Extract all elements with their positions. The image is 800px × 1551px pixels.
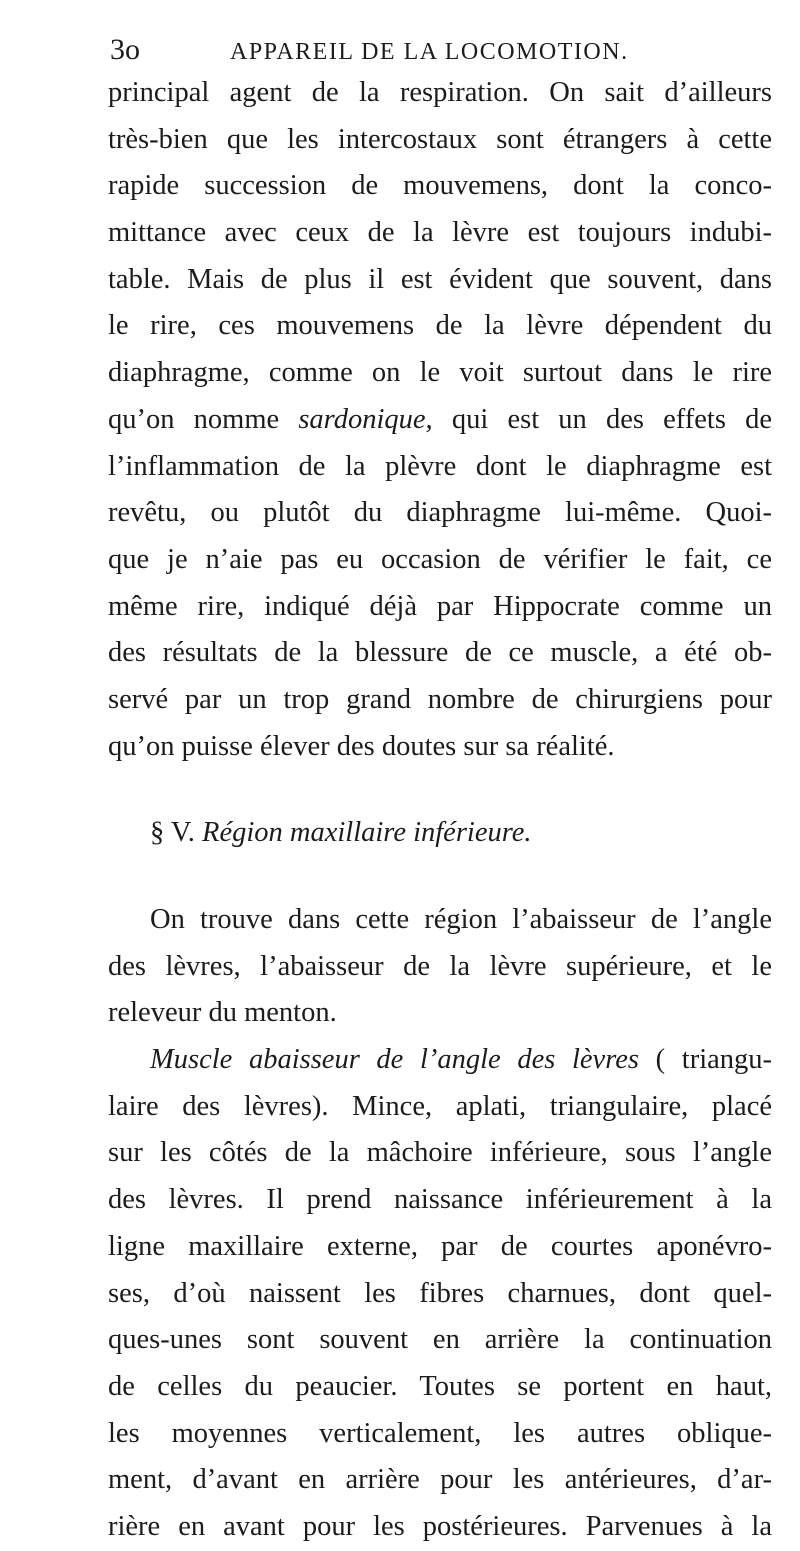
text-line: le rire, ces mouvemens de la lèvre dépendent du (108, 310, 772, 342)
text-line: releveur du menton. (108, 997, 337, 1029)
italic-term: sardonique, (298, 403, 433, 435)
text-line (108, 397, 772, 444)
paragraph-region (108, 897, 772, 1037)
text-line: table. Mais de plus il est évident que souvent, dans (108, 263, 772, 295)
text-line: revêtu, ou plutôt du diaphragme lui-même. Quoi- (108, 497, 772, 529)
text-line: des lèvres. Il prend naissance inférieurement à la (108, 1184, 772, 1216)
text-line: sur les côtés de la mâchoire inférieure, sous l’angle (108, 1137, 772, 1169)
text-line: principal agent de la respiration. On sait d’ailleurs (108, 77, 772, 108)
text-line: servé par un trop grand nombre de chirurgiens pour (108, 683, 772, 715)
text-line: diaphragme, comme on le voit surtout dans le rire (108, 357, 772, 389)
text-line: très-bien que les intercostaux sont étrangers à cette (108, 123, 772, 155)
text-line: l’inflammation de la plèvre dont le diaphragme est (108, 450, 772, 482)
section-heading (108, 810, 772, 857)
text-line (108, 1037, 772, 1084)
paragraph-muscle (108, 1037, 772, 1551)
section-title: Région maxillaire inférieure. (202, 817, 532, 849)
text-line: des lèvres, l’abaisseur de la lèvre supérieure, et le (108, 950, 772, 982)
text-line: de celles du peaucier. Toutes se portent en haut, (108, 1370, 772, 1402)
text-line: mittance avec ceux de la lèvre est toujours indubi- (108, 217, 772, 249)
text-line: les moyennes verticalement, les autres oblique- (108, 1417, 772, 1449)
text-run: ( triangu- (639, 1044, 773, 1076)
text-line: ligne maxillaire externe, par de courtes aponévro- (108, 1230, 772, 1262)
text-line: ses, d’où naissent les fibres charnues, dont quel- (108, 1277, 772, 1309)
muscle-name: Muscle abaisseur de l’angle des lèvres (150, 1044, 639, 1076)
running-head (110, 30, 770, 70)
text-line: rière en avant pour les postérieures. Parvenues à la (108, 1510, 772, 1542)
running-title: APPAREIL DE LA LOCOMOTION. (230, 39, 629, 65)
text-line: des résultats de la blessure de ce muscle, a été ob- (108, 637, 772, 669)
spacer (108, 857, 772, 897)
body-text (108, 70, 772, 1551)
text-line: que je n’aie pas eu occasion de vérifier le fait, ce (108, 543, 772, 575)
page-number: 3o (110, 33, 140, 66)
spacer (108, 770, 772, 810)
section-number: § V. (150, 817, 203, 849)
text-line: même rire, indiqué déjà par Hippocrate comme un (108, 590, 772, 622)
text-line: ques-unes sont souvent en arrière la continuation (108, 1324, 772, 1356)
text-line: rapide succession de mouvemens, dont la conco- (108, 170, 772, 202)
text-line: laire des lèvres). Mince, aplati, triangulaire, placé (108, 1090, 772, 1122)
text-run: qui est un des effets de (432, 403, 772, 435)
paragraph-respiration (108, 70, 772, 770)
text-run: qu’on nomme (108, 403, 299, 435)
text-line: ment, d’avant en arrière pour les antérieures, d’ar- (108, 1464, 772, 1496)
text-line: qu’on puisse élever des doutes sur sa réalité. (108, 730, 615, 762)
text-line: On trouve dans cette région l’abaisseur de l’angle (150, 904, 772, 935)
